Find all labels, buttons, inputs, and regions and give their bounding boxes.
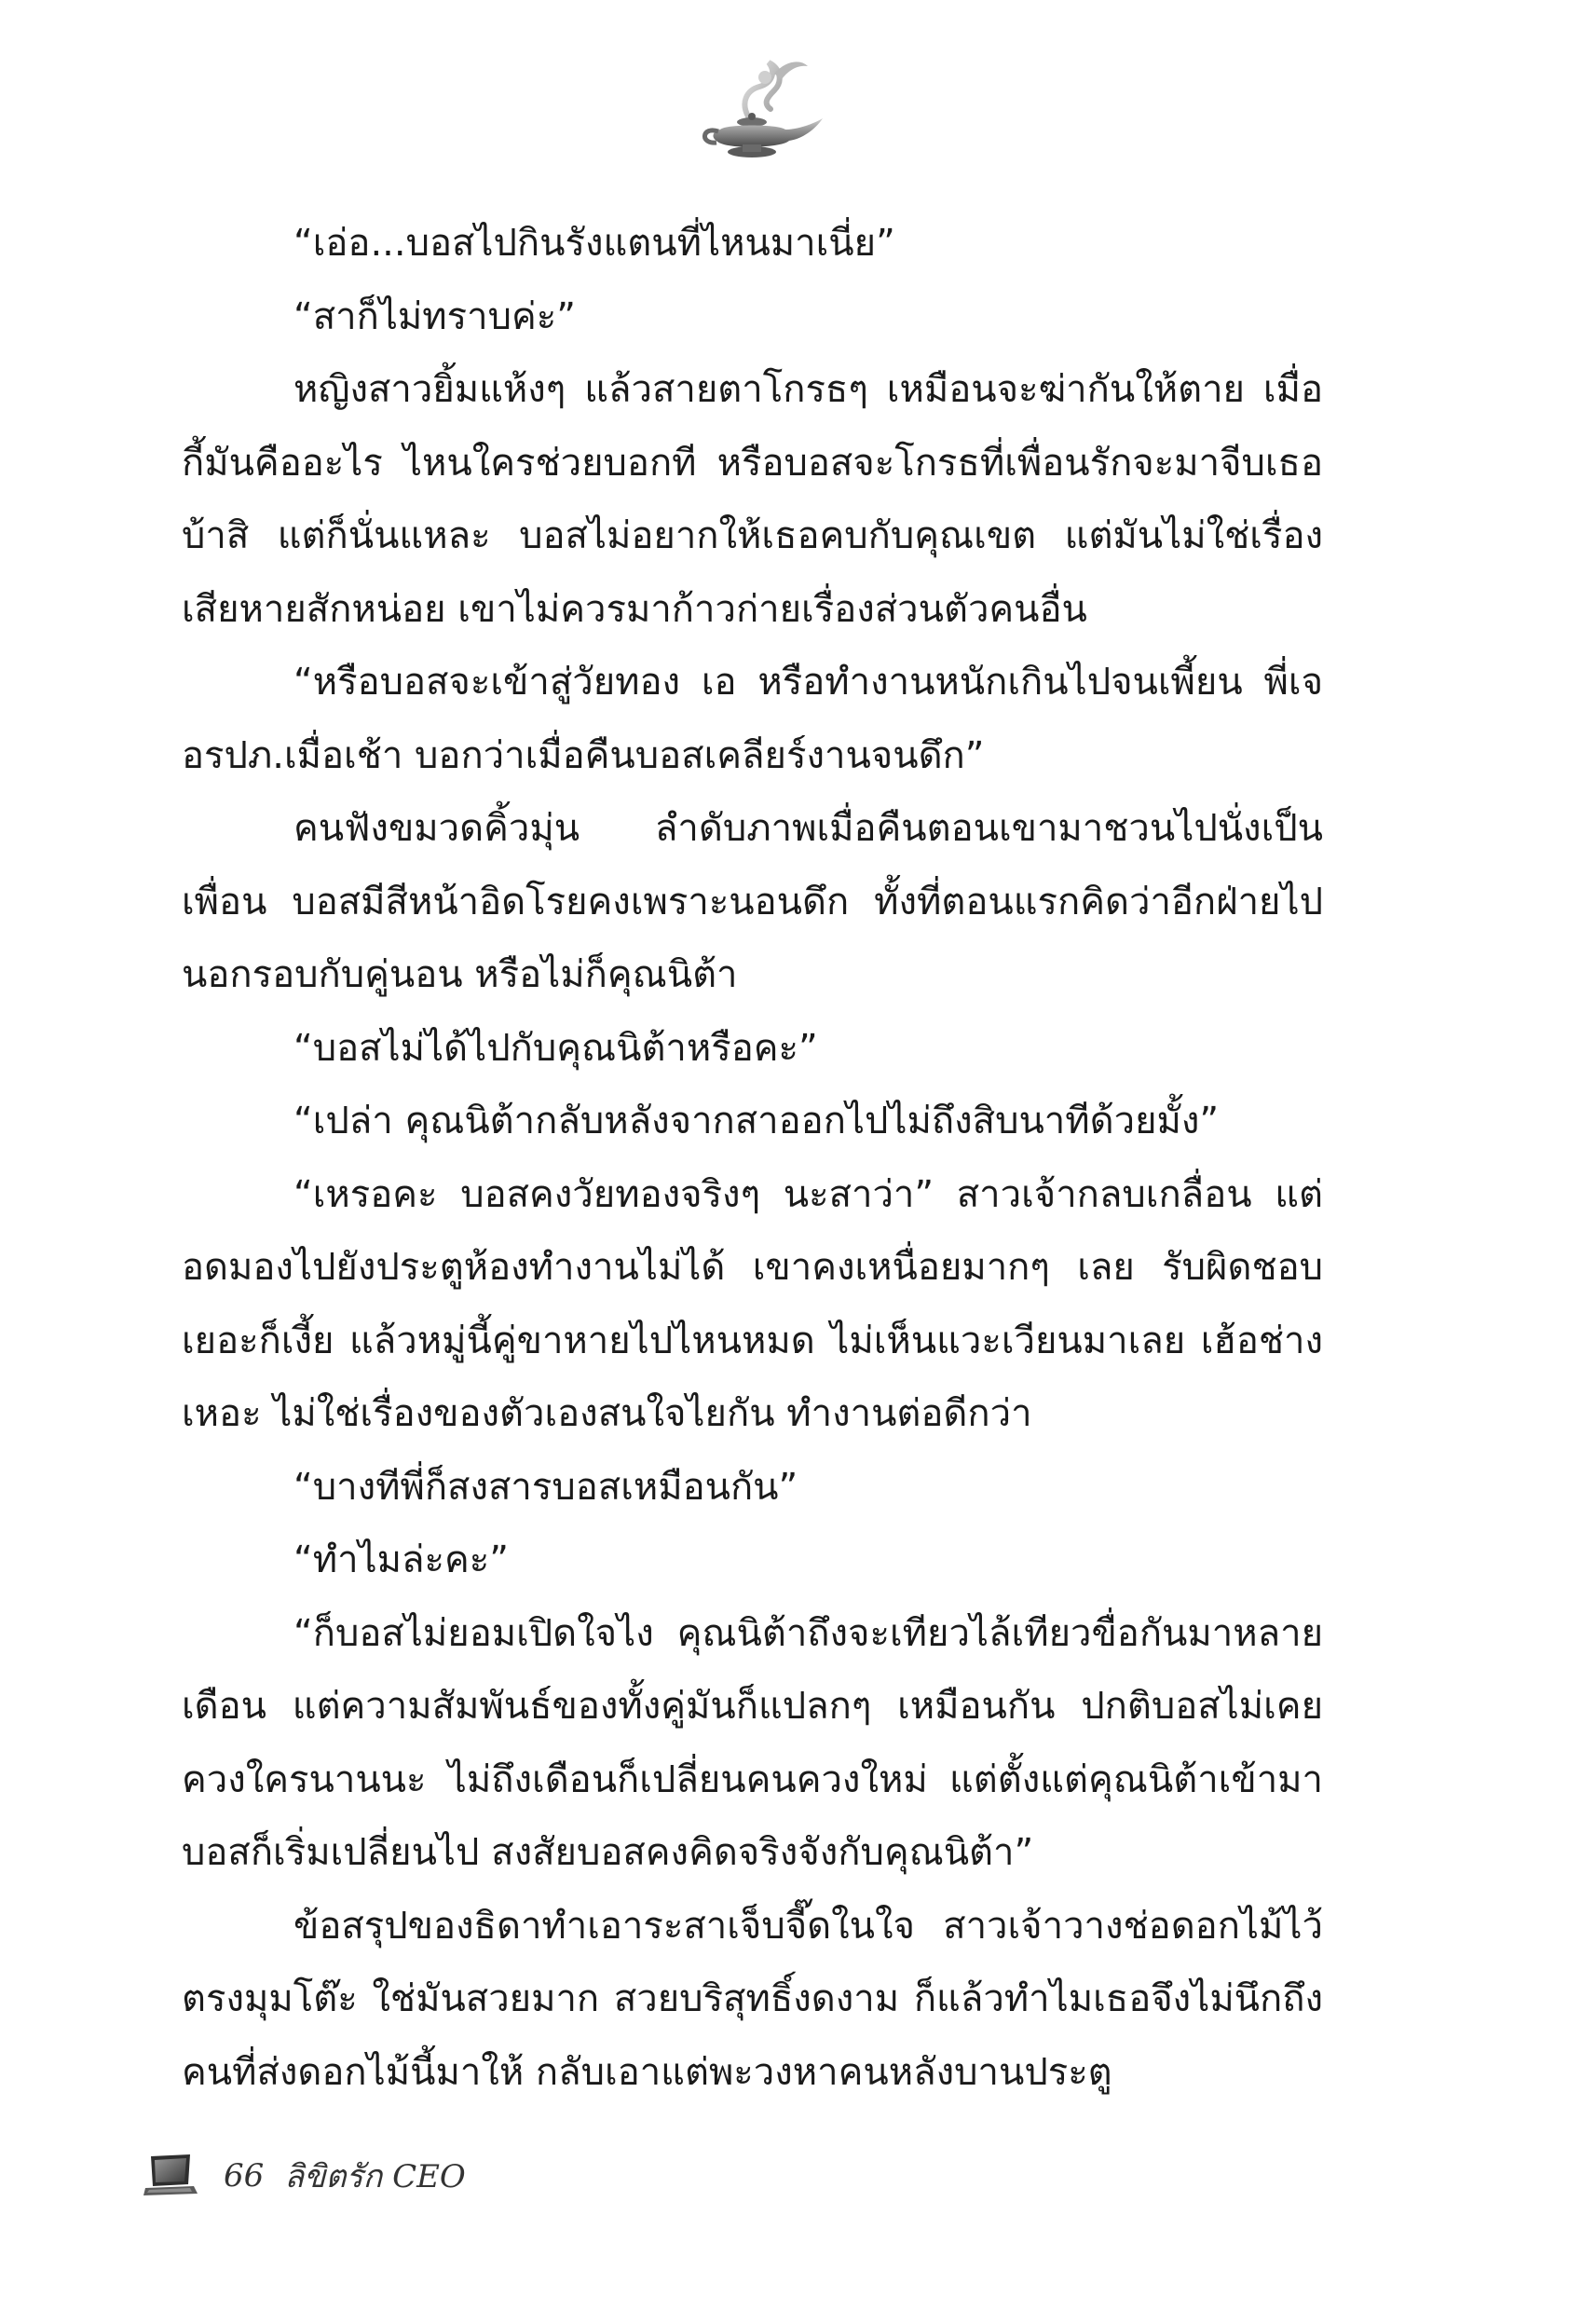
genie-lamp-ornament-icon bbox=[685, 51, 834, 163]
paragraph: “เอ่อ...บอสไปกินรังแตนที่ไหนมาเนี่ย” bbox=[293, 222, 895, 265]
paragraph: “ทำไมล่ะคะ” bbox=[293, 1538, 509, 1581]
paragraph: “ก็บอสไม่ยอมเปิดใจไง คุณนิต้าถึงจะเทียวไล้เทียวขื่อกันมาหลายเดือน แต่ความสัมพันธ์ของทั้งคู่มันก็แปลกๆ เหมือนกัน ปกติบอสไม่เคยควงใครนานนะ ไม่ถึงเดือนก็เปลี่ยนคนควงใหม่ แต่ตั้งแต่คุณนิต้าเข้ามาบอสก็เริ่มเปลี่ยนไป สงสัยบอสคงคิดจริงจังกับคุณนิต้า” bbox=[182, 1611, 1323, 1874]
page-number: 66 bbox=[224, 2157, 265, 2195]
paragraph: ข้อสรุปของธิดาทำเอาระสาเจ็บจี๊ดในใจ สาวเจ้าวางช่อดอกไม้ไว้ตรงมุมโต๊ะ ใช่มันสวยมาก สวยบริสุทธิ์งดงาม ก็แล้วทำไมเธอจึงไม่นึกถึงคนที่ส่งดอกไม้นี้มาให้ กลับเอาแต่พะวงหาคนหลังบานประตู bbox=[182, 1904, 1323, 2094]
paragraph: คนฟังขมวดคิ้วมุ่น ลำดับภาพเมื่อคืนตอนเขามาชวนไปนั่งเป็นเพื่อน บอสมีสีหน้าอิดโรยคงเพราะนอนดึก ทั้งที่ตอนแรกคิดว่าอีกฝ่ายไปนอกรอบกับคู่นอน หรือไม่ก็คุณนิต้า bbox=[182, 807, 1323, 996]
paragraph: “เหรอคะ บอสคงวัยทองจริงๆ นะสาว่า” สาวเจ้ากลบเกลื่อน แต่อดมองไปยังประตูห้องทำงานไม่ได้ เขาคงเหนื่อยมากๆ เลย รับผิดชอบเยอะก็เงี้ย แล้วหมู่นี้คู่ขาหายไปไหนหมด ไม่เห็นแวะเวียนมาเลย เฮ้อช่างเหอะ ไม่ใช่เรื่องของตัวเองสนใจไยกัน ทำงานต่อดีกว่า bbox=[182, 1172, 1323, 1435]
story-text bbox=[182, 207, 1323, 2109]
laptop-icon bbox=[142, 2153, 199, 2199]
paragraph: “บอสไม่ได้ไปกับคุณนิต้าหรือคะ” bbox=[293, 1026, 818, 1070]
paragraph: “เปล่า คุณนิต้ากลับหลังจากสาออกไปไม่ถึงสิบนาทีด้วยมั้ง” bbox=[293, 1100, 1220, 1142]
paragraph: “สาก็ไม่ทราบค่ะ” bbox=[293, 294, 576, 338]
paragraph: “บางทีพี่ก็สงสารบอสเหมือนกัน” bbox=[293, 1465, 798, 1509]
page-footer bbox=[142, 2148, 466, 2204]
paragraph: “หรือบอสจะเข้าสู่วัยทอง เอ หรือทำงานหนักเกินไปจนเพี้ยน พี่เจอรปภ.เมื่อเช้า บอกว่าเมื่อคืนบอสเคลียร์งานจนดึก” bbox=[182, 661, 1323, 777]
book-title: ลิขิตรัก CEO bbox=[284, 2158, 466, 2195]
paragraph: หญิงสาวยิ้มแห้งๆ แล้วสายตาโกรธๆ เหมือนจะฆ่ากันให้ตาย เมื่อกี้มันคืออะไร ไหนใครช่วยบอกที หรือบอสจะโกรธที่เพื่อนรักจะมาจีบเธอ บ้าสิ แต่ก็นั่นแหละ บอสไม่อยากให้เธอคบกับคุณเขต แต่มันไม่ใช่เรื่องเสียหายสักหน่อย เขาไม่ควรมาก้าวก่ายเรื่องส่วนตัวคนอื่น bbox=[182, 368, 1323, 631]
